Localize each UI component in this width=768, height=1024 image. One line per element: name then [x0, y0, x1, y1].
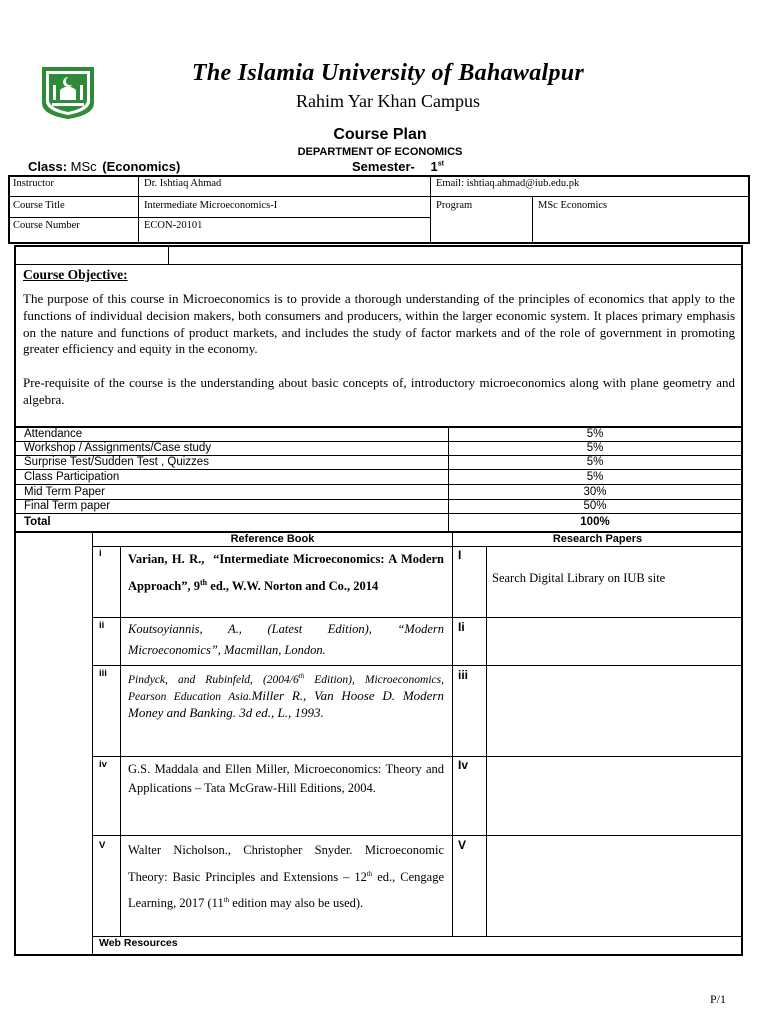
grading-item: Surprise Test/Sudden Test , Quizzes: [24, 456, 209, 468]
paper-number: iii: [458, 668, 469, 682]
objective-paragraph-2: Pre-requisite of the course is the understanding about basic concepts of, introductory microeconomics along with plane geometry and algebra.: [23, 375, 735, 407]
research-papers-header: Research Papers: [552, 533, 643, 545]
objective-paragraph-1: The purpose of this course in Microeconomics is to provide a thorough understanding of the principles of economics that apply to the functions of individual decision makers, both consumers and producers, within the larger economic system. It places primary emphasis on the nature and functions of product markets, and includes the study of factor markets and of the role of government in promoting greater efficiency and equity in the economy.: [23, 291, 735, 357]
reference-entry: Walter Nicholson., Christopher Snyder. Microeconomic Theory: Basic Principles and Extensions – 12th ed., Cengage Learning, 2017 (11th edition may also be used).: [128, 843, 445, 911]
instructor-value: Dr. Ishtiaq Ahmad: [144, 178, 222, 189]
class-label: Class:: [28, 159, 68, 174]
course-title-label: Course Title: [13, 200, 65, 211]
grading-item: Attendance: [24, 428, 83, 440]
program-label: Program: [436, 200, 473, 211]
grading-weight: 5%: [586, 428, 604, 440]
course-title-value: Intermediate Microeconomics-I: [144, 200, 278, 211]
course-number-value: ECON-20101: [144, 220, 203, 231]
semester-label: Semester-: [352, 159, 415, 174]
grading-weight: 50%: [583, 500, 607, 512]
reference-book-header: Reference Book: [230, 533, 315, 545]
class-program: (Economics): [102, 159, 181, 174]
semester-line: [352, 159, 444, 174]
grading-item: Mid Term Paper: [24, 486, 105, 498]
grading-total-label: Total: [24, 516, 51, 528]
research-paper-entry[interactable]: Search Digital Library on IUB site: [492, 571, 666, 585]
instructor-label: Instructor: [13, 178, 54, 189]
campus-name: Rahim Yar Khan Campus: [296, 91, 480, 111]
grading-weight: 5%: [586, 442, 604, 454]
reference-number: V: [99, 840, 106, 851]
paper-number: Ii: [458, 620, 465, 634]
grading-item: Final Term paper: [24, 500, 111, 512]
class-line: [28, 159, 180, 174]
grading-item: Workshop / Assignments/Case study: [24, 442, 212, 454]
department-name: DEPARTMENT OF ECONOMICS: [297, 146, 463, 158]
reference-entry: Pindyck, and Rubinfeld, (2004/6th Edition), Microeconomics, Pearson Education Asia.Miller R., Van Hoose D. Modern Money and Banking. 3d ed., L., 1993.: [128, 672, 445, 720]
university-name: The Islamia University of Bahawalpur: [191, 60, 585, 86]
grading-item: Class Participation: [24, 471, 120, 483]
doc-title: Course Plan: [333, 126, 427, 143]
program-value: MSc Economics: [538, 200, 608, 211]
reference-entry: Varian, H. R., “Intermediate Microeconomics: A Modern Approach”, 9th ed., W.W. Norton and Co., 2014: [128, 552, 444, 594]
reference-number: i: [99, 548, 102, 559]
semester-suffix: st: [437, 160, 444, 168]
objective-heading: Course Objective:: [23, 267, 128, 282]
web-resources-label: Web Resources: [99, 937, 178, 949]
grading-weight: 5%: [586, 456, 604, 468]
reference-number: iii: [99, 668, 107, 679]
grading-total-value: 100%: [580, 516, 610, 528]
reference-number: iv: [99, 759, 107, 770]
reference-entry: Koutsoyiannis, A., (Latest Edition), “Modern Microeconomics”, Macmillan, London.: [128, 622, 444, 657]
reference-number: ii: [99, 620, 105, 631]
class-value: MSc: [70, 159, 97, 174]
paper-number: Iv: [458, 758, 469, 772]
info-table: [8, 175, 750, 244]
grading-weight: 5%: [586, 471, 604, 483]
university-logo: [38, 63, 98, 121]
semester-value: 1: [430, 159, 438, 174]
paper-number: I: [458, 548, 462, 562]
paper-number: V: [458, 838, 467, 852]
course-number-label: Course Number: [13, 220, 80, 231]
page-number: P/1: [710, 992, 727, 1006]
grading-weight: 30%: [583, 486, 607, 498]
reference-entry: G.S. Maddala and Ellen Miller, Microeconomics: Theory and Applications – Tata McGraw-Hill Editions, 2004.: [128, 762, 444, 795]
instructor-email[interactable]: Email: ishtiaq.ahmad@iub.edu.pk: [436, 178, 580, 189]
